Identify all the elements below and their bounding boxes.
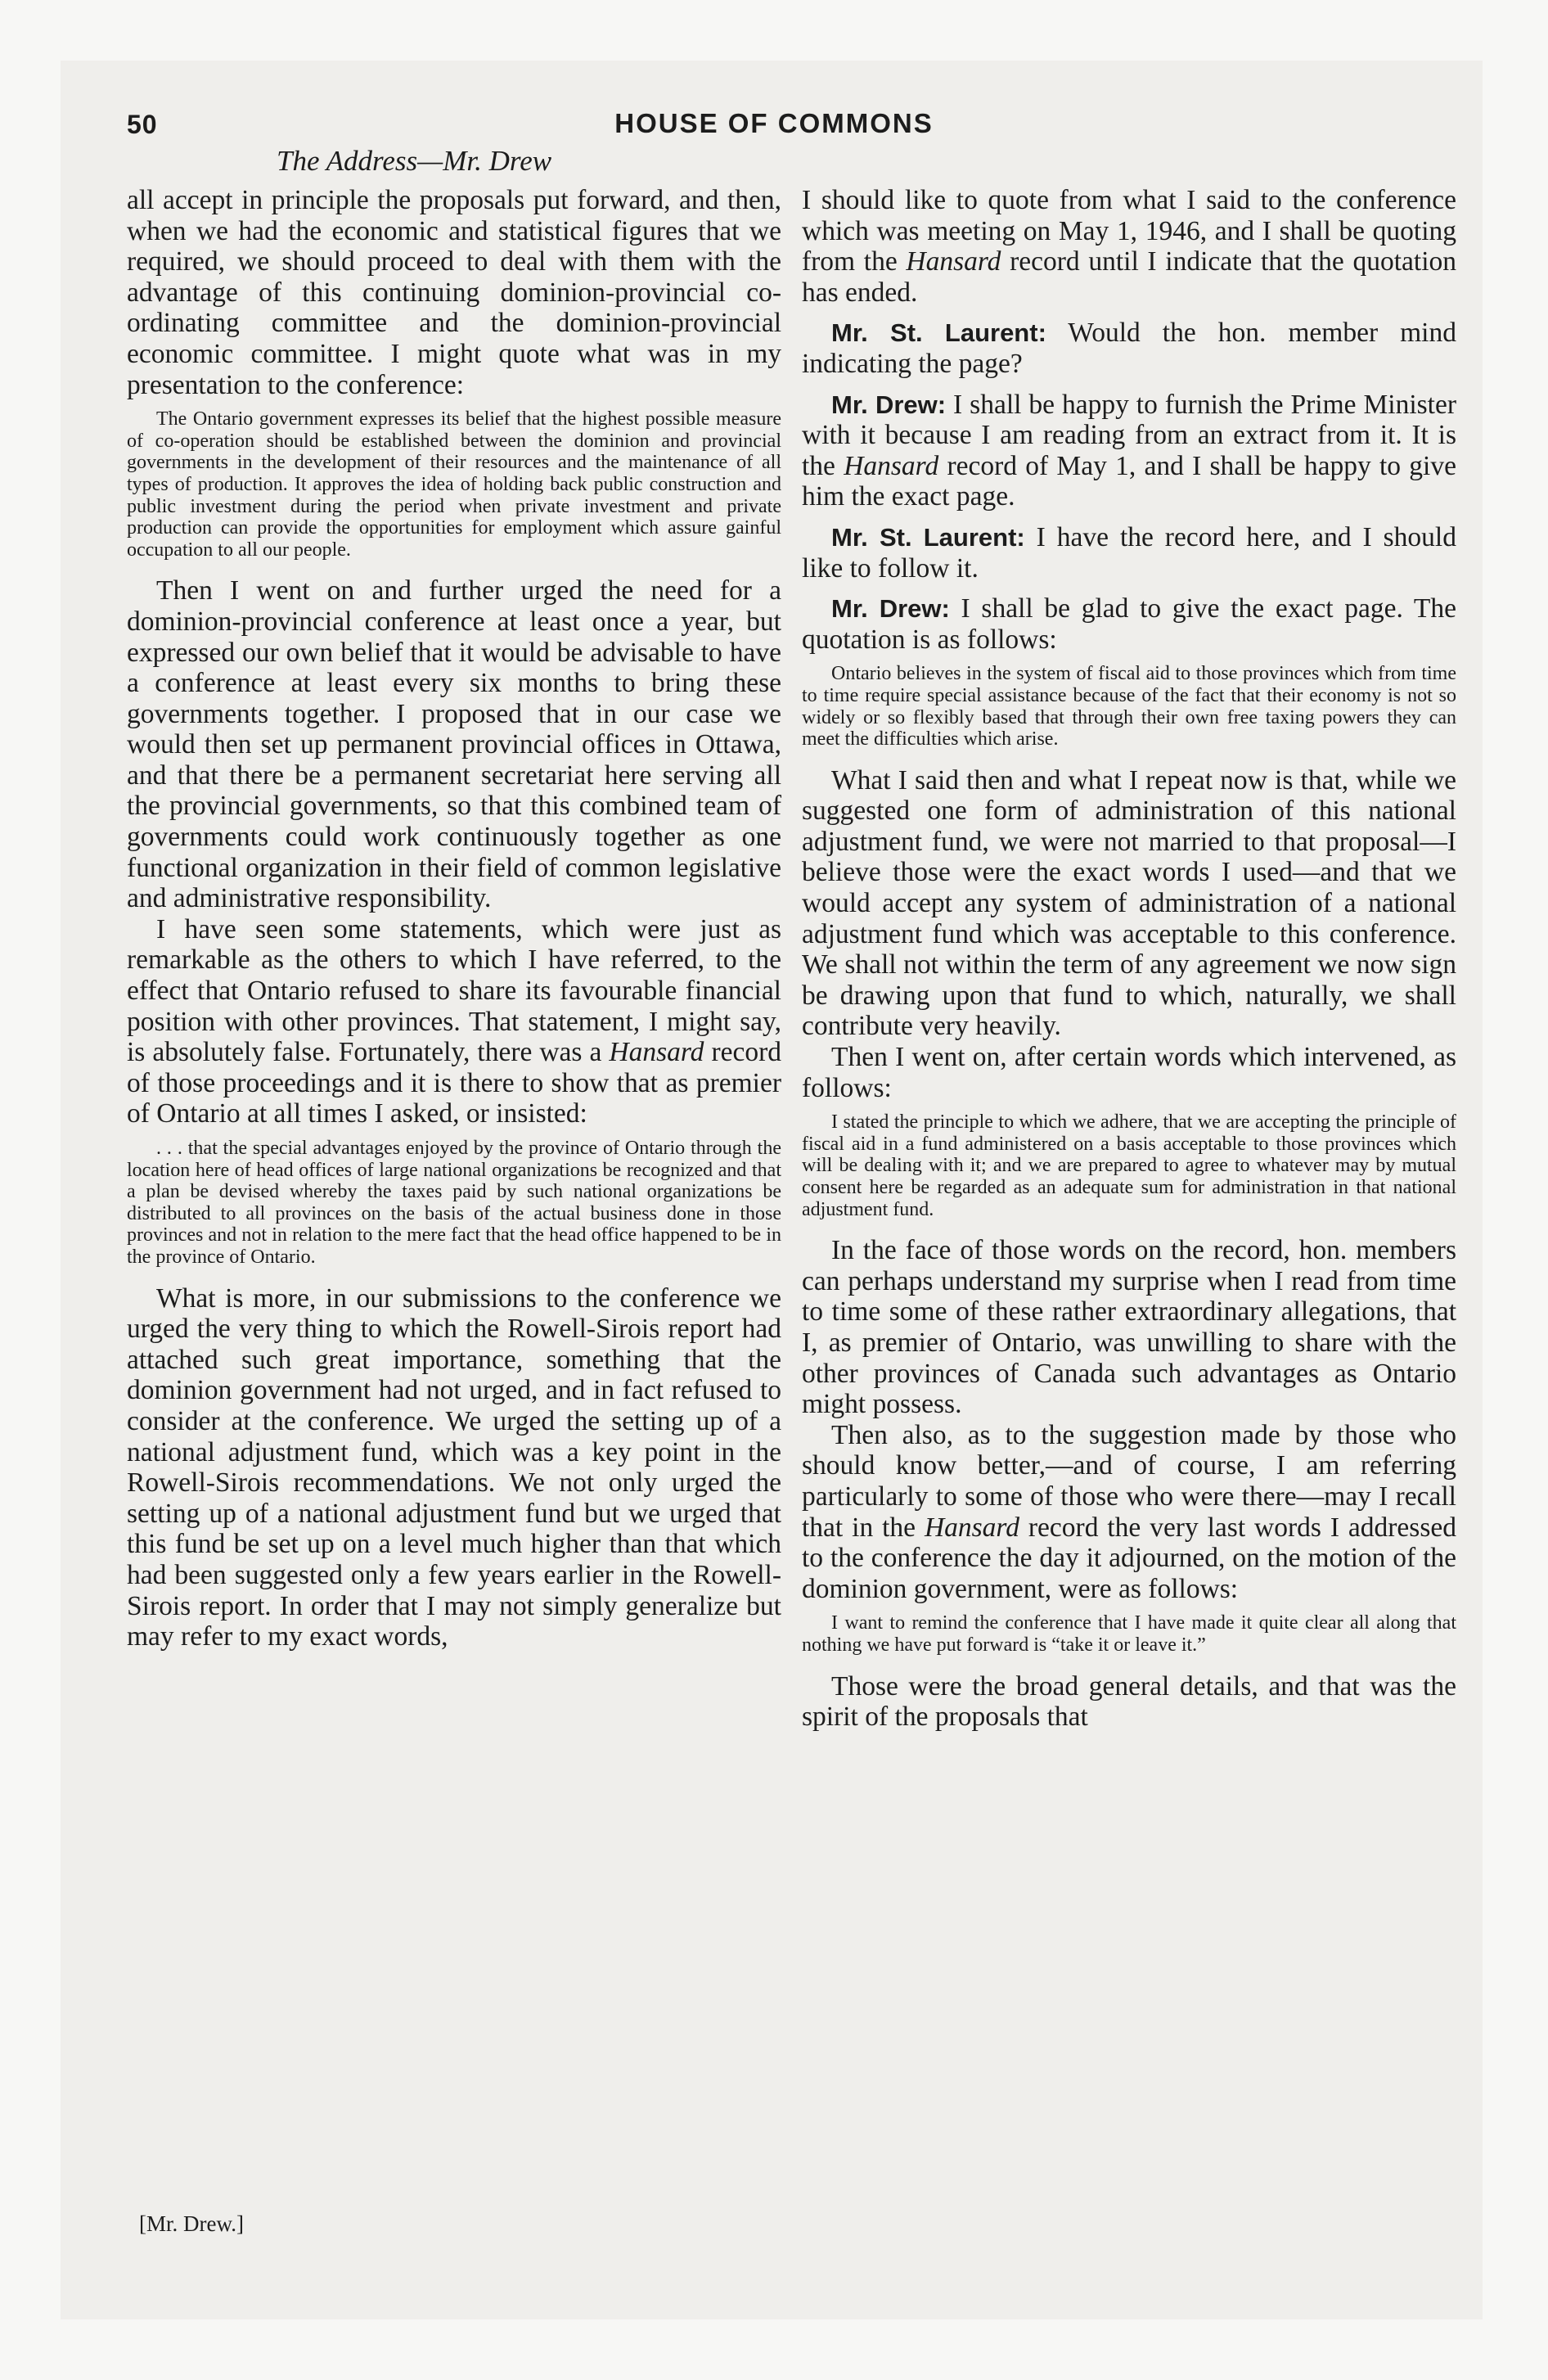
block-quote <box>802 663 1456 750</box>
paragraph: Those were the broad general details, and that was the spirit of the proposals that <box>802 1670 1456 1733</box>
paragraph: In the face of those words on the record, hon. members can perhaps understand my surprise when I read from time to time some of these rather extraordinary allegations, that I, as premier of Ontario, was unwilling to share with the other provinces of Canada such advantages as Ontario might possess. <box>802 1235 1456 1420</box>
speaker-name: Mr. Drew: <box>831 594 950 624</box>
page-number: 50 <box>127 110 158 139</box>
paragraph: Then I went on and further urged the need for a dominion-provincial conference at least once a year, but expressed our own belief that it would be advisable to have a conference at least every six months to bring these governments together. I proposed that in our case we would then set up permanent provincial offices in Ottawa, and that there be a permanent secretariat here serving all the provincial governments, so that this combined team of governments could work continuously together as one functional organization in their field of common legislative and administrative responsibility. <box>127 575 781 914</box>
section-subtitle: The Address—Mr. Drew <box>277 145 552 177</box>
speech: Mr. Drew: I shall be glad to give the exact page. The quotation is as follows: <box>802 593 1456 655</box>
left-column <box>127 185 781 1652</box>
italic-text: Hansard <box>609 1037 704 1068</box>
italic-text: Hansard <box>906 246 1001 277</box>
paragraph: Then also, as to the suggestion made by those who should know better,—and of course, I am referring particularly to some of those who were there—may I recall that in the Hansard record the very last words I addressed to the conference the day it adjourned, on the motion of the dominion government, were as follows: <box>802 1419 1456 1604</box>
italic-text: Hansard <box>844 450 939 481</box>
speech: Mr. St. Laurent: Would the hon. member mind indicating the page? <box>802 318 1456 379</box>
running-head: HOUSE OF COMMONS <box>614 108 934 138</box>
speaker-footer: [Mr. Drew.] <box>139 2211 244 2236</box>
block-quote <box>127 408 781 561</box>
speech: Mr. St. Laurent: I have the record here, and I should like to follow it. <box>802 521 1456 584</box>
speaker-name: Mr. St. Laurent: <box>831 318 1046 348</box>
quote-text: I stated the principle to which we adhere, that we are accepting the principle of fiscal aid in a fund administered on a basis acceptable to those provinces which will be dealing with it; and we are prepared to agree to whatever may by mutual consent here be regarded as an adequate sum for administration in that national adjustment fund. <box>802 1111 1456 1220</box>
speech: Mr. Drew: I shall be happy to furnish the Prime Minister with it because I am reading from an extract from it. It is the Hansard record of May 1, and I shall be happy to give him the exact page. <box>802 389 1456 512</box>
quote-text: I want to remind the conference that I have made it quite clear all along that nothing we have put forward is “take it or leave it.” <box>802 1612 1456 1656</box>
paragraph: What I said then and what I repeat now is that, while we suggested one form of administration of this national adjustment fund, we were not married to that proposal—I believe those were the exact words I used—and that we would accept any system of administration of a national adjustment fund which was acceptable to this conference. We shall not within the term of any agreement we now sign be drawing upon that fund to which, naturally, we shall contribute very heavily. <box>802 764 1456 1042</box>
paragraph: I should like to quote from what I said to the conference which was meeting on May 1, 1946, and I shall be quoting from the Hansard record until I indicate that the quotation has ended. <box>802 185 1457 308</box>
quote-text: The Ontario government expresses its belief that the highest possible measure of co-operation should be established between the dominion and provincial governments in the development of their resources and the maintenance of all types of production. It approves the idea of holding back public construction and public investment during the period when private investment and private production can provide the opportunities for employment which assure gainful occupation to all our people. <box>127 408 781 561</box>
right-column <box>802 185 1456 1733</box>
quote-text: Ontario believes in the system of fiscal aid to those provinces which from time to time require special assistance because of the fact that their economy is not so widely or so flexibly based that through their own free taxing powers they can meet the difficulties which arise. <box>802 663 1456 751</box>
paragraph: all accept in principle the proposals put forward, and then, when we had the economic and statistical figures that we required, we should proceed to deal with them with the advantage of this continuing dominion-provincial co-ordinating committee and the dominion-provincial economic committee. I might quote what was in my presentation to the conference: <box>127 185 781 400</box>
italic-text: Hansard <box>924 1512 1019 1543</box>
paragraph: Then I went on, after certain words which intervened, as follows: <box>802 1042 1456 1103</box>
quote-text: . . . that the special advantages enjoyed by the province of Ontario through the location here of head offices of large national organizations be recognized and that a plan be devised whereby the taxes paid by such national organizations be distributed to all provinces on the basis of the actual business done in those provinces and not in relation to the mere fact that the head office happened to be in the province of Ontario. <box>127 1138 781 1268</box>
paragraph: I have seen some statements, which were just as remarkable as the others to which I have referred, to the effect that Ontario refused to share its favourable financial position with other provinces. That statement, I might say, is absolutely false. Fortunately, there was a Hansard record of those proceedings and it is there to show that as premier of Ontario at all times I asked, or insisted: <box>127 913 781 1129</box>
block-quote <box>802 1111 1456 1220</box>
block-quote <box>127 1138 781 1269</box>
speaker-name: Mr. St. Laurent: <box>831 522 1025 552</box>
block-quote <box>802 1612 1456 1656</box>
paragraph: What is more, in our submissions to the conference we urged the very thing to which the Rowell-Sirois report had attached such great importance, something that the dominion government had not urged, and in fact refused to consider at the conference. We urged the setting up of a national adjustment fund, which was a key point in the Rowell-Sirois recommendations. We not only urged the setting up of a national adjustment fund but we urged that this fund be set up on a level much higher than that which had been suggested only a few years earlier in the Rowell-Sirois report. In order that I may not simply generalize but may refer to my exact words, <box>127 1282 781 1652</box>
speaker-name: Mr. Drew: <box>831 390 947 419</box>
